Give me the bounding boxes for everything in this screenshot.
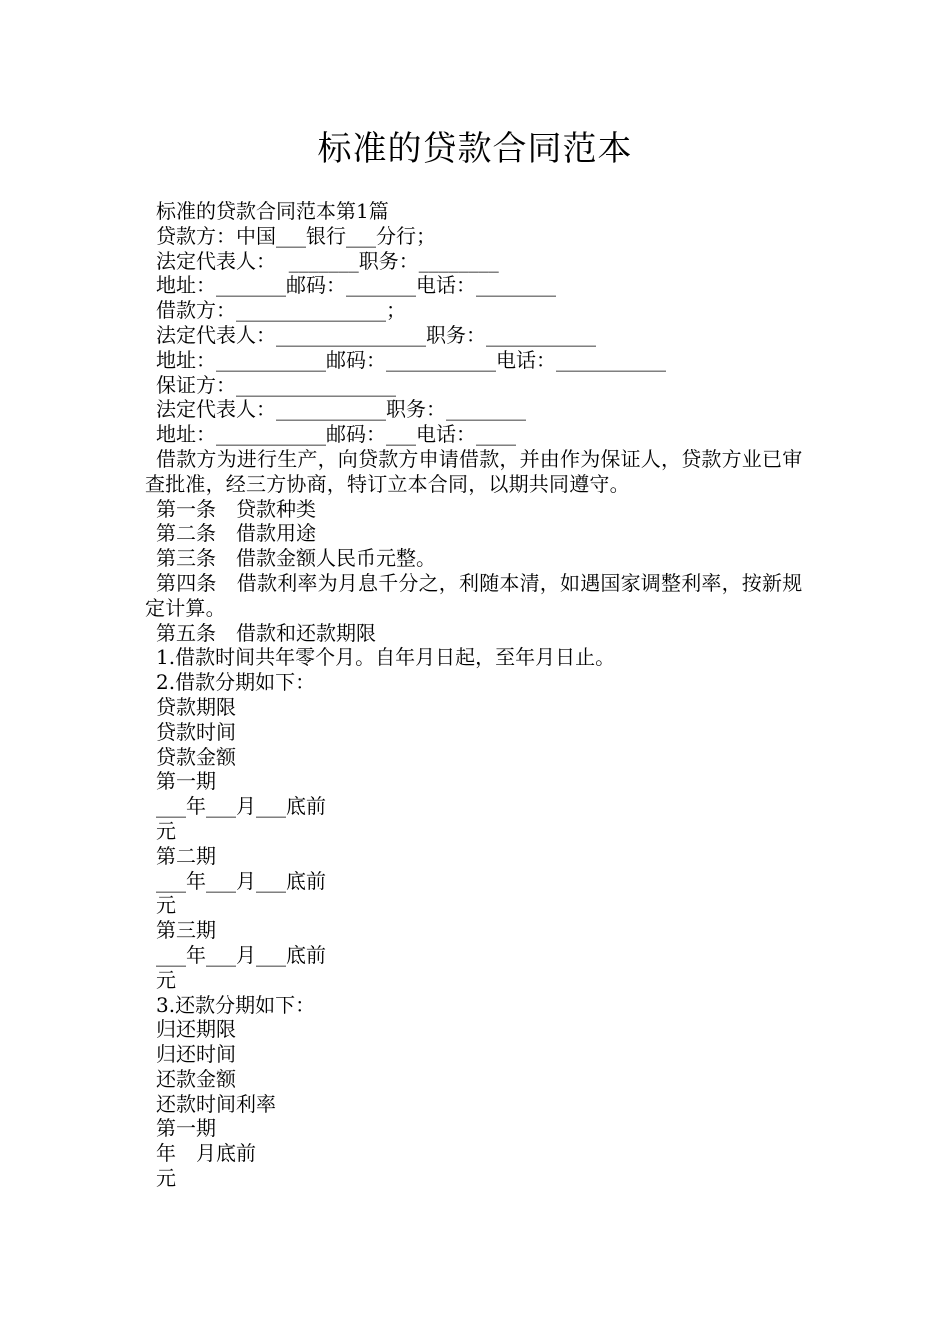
body-line: 2.借款分期如下：: [156, 670, 316, 695]
body-line: 第五条 借款和还款期限: [156, 620, 376, 645]
body-line: 元: [156, 893, 176, 918]
body-line: 第一条 贷款种类: [156, 496, 316, 521]
body-line: 元: [156, 967, 176, 992]
body-line: 还款金额: [156, 1066, 236, 1091]
body-line: 法定代表人：_______________职务：___________: [156, 322, 596, 347]
body-paragraph: 借款方为进行生产，向贷款方申请借款，并由作为保证人，贷款方业已审查批准，经三方协商，特订立本合同，以期共同遵守。: [145, 446, 803, 496]
body-line: 第一期: [156, 1116, 216, 1141]
body-line: 贷款期限: [156, 694, 236, 719]
document-title: 标准的贷款合同范本: [317, 129, 633, 169]
body-line: 地址：_______邮码：_______电话：________: [156, 273, 556, 298]
body-line: 第三期: [156, 918, 216, 943]
body-line: 第三条 借款金额人民币元整。: [156, 546, 436, 571]
body-line: 法定代表人：___________职务：________: [156, 397, 526, 422]
body-line: 标准的贷款合同范本第1篇: [156, 199, 389, 223]
body-line: 贷款方：中国___银行___分行；: [156, 223, 436, 248]
body-line: 贷款金额: [156, 744, 236, 769]
body-line: 第一期: [156, 769, 216, 794]
body-line: ___年___月___底前: [156, 942, 326, 967]
body-line: 地址：___________邮码：___电话：____: [156, 422, 516, 447]
body-line: 3.还款分期如下：: [156, 992, 316, 1017]
body-line: 法定代表人： _______职务：________: [156, 248, 499, 273]
body-line: 元: [156, 818, 176, 843]
body-line: 元: [156, 1166, 176, 1191]
body-line: 第二条 借款用途: [156, 521, 316, 546]
body-line: 第二期: [156, 843, 216, 868]
body-line: ___年___月___底前: [156, 868, 326, 893]
body-line: 还款时间利率: [156, 1091, 276, 1116]
body-line: 地址：___________邮码：___________电话：___________: [156, 347, 666, 372]
document-body: [145, 199, 815, 1191]
body-line: 归还时间: [156, 1042, 236, 1067]
body-line: 保证方：________________: [156, 372, 396, 397]
body-line: 归还期限: [156, 1017, 236, 1042]
body-line: 借款方：_______________；: [156, 298, 406, 323]
body-line: 贷款时间: [156, 719, 236, 744]
body-line: ___年___月___底前: [156, 794, 326, 819]
body-line: 1.借款时间共年零个月。自年月日起，至年月日止。: [156, 645, 616, 670]
body-paragraph: 第四条 借款利率为月息千分之，利随本清，如遇国家调整利率，按新规定计算。: [145, 570, 803, 620]
body-line: 年 月底前: [156, 1141, 256, 1166]
